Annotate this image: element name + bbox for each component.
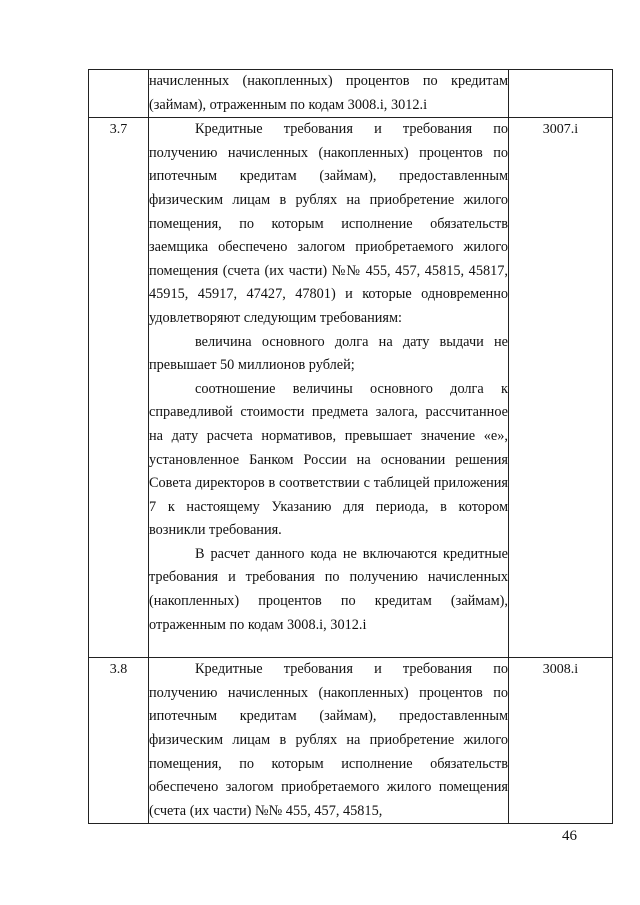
row-number-cell: 3.7 <box>89 118 149 658</box>
code-cell: 3008.i <box>509 658 613 824</box>
description-paragraph: соотношение величины основного долга к справедливой стоимости предмета залога, рассчитанное на дату расчета нормативов, превышает значение «е», установленное Банком России на основании решения Совета директоров в соответствии с таблицей приложения 7 к настоящему Указанию для периода, в котором возникли требования. <box>149 380 508 539</box>
page-number: 46 <box>562 828 577 844</box>
row-number-cell <box>89 70 149 118</box>
table-row-3-8 <box>89 658 613 824</box>
description-paragraph: величина основного долга на дату выдачи не превышает 50 миллионов рублей; <box>149 333 508 374</box>
description-paragraph: В расчет данного кода не включаются кредитные требования и требования по получению начисленных (накопленных) процентов по кредитам (займам), отраженным по кодам 3008.i, 3012.i <box>149 545 508 633</box>
code-cell: 3007.i <box>509 118 613 658</box>
requirements-table <box>88 69 613 824</box>
table-row-continuation <box>89 70 613 118</box>
description-paragraph: Кредитные требования и требования по получению начисленных (накопленных) процентов по ипотечным кредитам (займам), предоставленным физическим лицам в рублях на приобретение жилого помещения, по которым исполнение обязательств обеспечено залогом приобретаемого жилого помещения (счета (их части) №№ 455, 457, 45815, <box>149 661 508 819</box>
table-row-3-7 <box>89 118 613 658</box>
description-paragraph: начисленных (накопленных) процентов по кредитам (займам), отраженным по кодам 3008.i, 3012.i <box>149 73 508 113</box>
description-cell <box>149 118 509 658</box>
code-cell <box>509 70 613 118</box>
description-cell <box>149 658 509 824</box>
row-number-cell: 3.8 <box>89 658 149 824</box>
description-paragraph: Кредитные требования и требования по получению начисленных (накопленных) процентов по ипотечным кредитам (займам), предоставленным физическим лицам в рублях на приобретение жилого помещения, по которым исполнение обязательств заемщика обеспечено залогом приобретаемого жилого помещения (счета (их части) №№ 455, 457, 45815, 45817, 45915, 45917, 47427, 47801) и которые одновременно удовлетворяют следующим требованиям: <box>149 121 508 326</box>
description-cell <box>149 70 509 118</box>
